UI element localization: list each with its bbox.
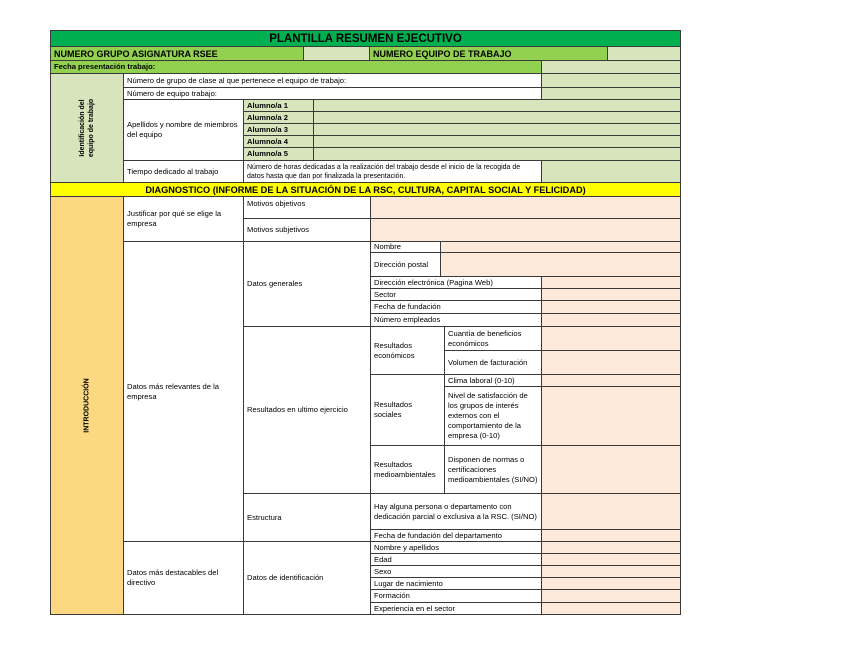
direccion-electronica-label: Dirección electrónica (Pagina Web) [370,276,542,289]
resultados-sociales-label: Resultados sociales [370,374,445,446]
numero-empleados-input[interactable] [541,313,681,327]
fecha-presentacion-label: Fecha presentación trabajo: [50,60,542,74]
nombre-label: Nombre [370,241,441,253]
datos-directivo-label: Datos más destacables del directivo [123,541,244,615]
experiencia-sector-label: Experiencia en el sector [370,602,542,615]
nombre-apellidos-label: Nombre y apellidos [370,541,542,554]
equipo-trabajo-label: NUMERO EQUIPO DE TRABAJO [369,46,608,61]
identificacion-section-label: Identificación del equipo de trabajo [50,73,124,183]
datos-relevantes-label: Datos más relevantes de la empresa [123,241,244,542]
estructura-label: Estructura [243,493,371,542]
alumno-label: Alumno/a 2 [243,111,314,124]
fecha-fundacion-label: Fecha de fundación [370,300,542,314]
edad-label: Edad [370,553,542,566]
tiempo-input[interactable] [541,160,681,183]
grupo-asignatura-input[interactable] [303,46,370,61]
persona-departamento-label: Hay alguna persona o departamento con dedicación parcial o exclusiva a la RSC. (SI/NO) [370,493,542,530]
introduccion-section-label: INTRODUCCIÓN [50,196,124,615]
sexo-label: Sexo [370,565,542,578]
numero-equipo-label: Número de equipo trabajo: [123,87,542,100]
numero-empleados-label: Número empleados [370,313,542,327]
experiencia-sector-input[interactable] [541,602,681,615]
datos-generales-label: Datos generales [243,241,371,327]
motivos-subjetivos-label: Motivos subjetivos [243,218,371,242]
apellidos-label: Apellidos y nombre de miembros del equipo [123,99,244,161]
motivos-objetivos-label: Motivos objetivos [243,196,371,219]
fecha-fundacion-departamento-label: Fecha de fundación del departamento [370,529,542,542]
datos-identificacion-label: Datos de identificación [243,541,371,615]
lugar-nacimiento-label: Lugar de nacimiento [370,577,542,590]
volumen-facturacion-input[interactable] [541,350,681,375]
resultados-medioambientales-label: Resultados medioambientales [370,445,445,494]
nivel-satisfaccion-input[interactable] [541,386,681,446]
cuantia-beneficios-input[interactable] [541,326,681,351]
tiempo-description: Número de horas dedicadas a la realización del trabajo desde el inicio de la recogida de datos hasta que dan por finalizada la presentación. [243,160,542,183]
fecha-fundacion-input[interactable] [541,300,681,314]
justificar-label: Justificar por qué se elige la empresa [123,196,244,242]
numero-grupo-clase-input[interactable] [541,73,681,88]
direccion-postal-label: Dirección postal [370,252,441,277]
fecha-presentacion-input[interactable] [541,60,681,74]
volumen-facturacion-label: Volumen de facturación [444,350,542,375]
alumno-label: Alumno/a 4 [243,135,314,148]
alumno-label: Alumno/a 1 [243,99,314,112]
nivel-satisfaccion-label: Nivel de satisfacción de los grupos de interés externos con el comportamiento de la empresa (0-10) [444,386,542,446]
alumno-label: Alumno/a 5 [243,147,314,161]
numero-grupo-clase-label: Número de grupo de clase al que pertenece el equipo de trabajo: [123,73,542,88]
motivos-subjetivos-input[interactable] [370,218,681,242]
resultados-ultimo-label: Resultados en ultimo ejercicio [243,326,371,494]
grupo-asignatura-label: NUMERO GRUPO ASIGNATURA RSEE [50,46,304,61]
certificaciones-label: Disponen de normas o certificaciones medioambientales (SI/NO) [444,445,542,494]
alumno-input[interactable] [313,147,681,161]
equipo-trabajo-input[interactable] [607,46,681,61]
resultados-economicos-label: Resultados económicos [370,326,445,375]
clima-laboral-label: Clima laboral (0-10) [444,374,542,387]
motivos-objetivos-input[interactable] [370,196,681,219]
direccion-postal-input[interactable] [440,252,681,277]
page-title: PLANTILLA RESUMEN EJECUTIVO [50,30,681,47]
alumno-label: Alumno/a 3 [243,123,314,136]
certificaciones-input[interactable] [541,445,681,494]
persona-departamento-input[interactable] [541,493,681,530]
formacion-label: Formación [370,589,542,603]
formacion-input[interactable] [541,589,681,603]
tiempo-label: Tiempo dedicado al trabajo [123,160,244,183]
cuantia-beneficios-label: Cuantía de beneficios económicos [444,326,542,351]
sector-label: Sector [370,288,542,301]
diagnostico-banner: DIAGNOSTICO (INFORME DE LA SITUACIÓN DE LA RSC, CULTURA, CAPITAL SOCIAL Y FELICIDAD) [50,182,681,197]
